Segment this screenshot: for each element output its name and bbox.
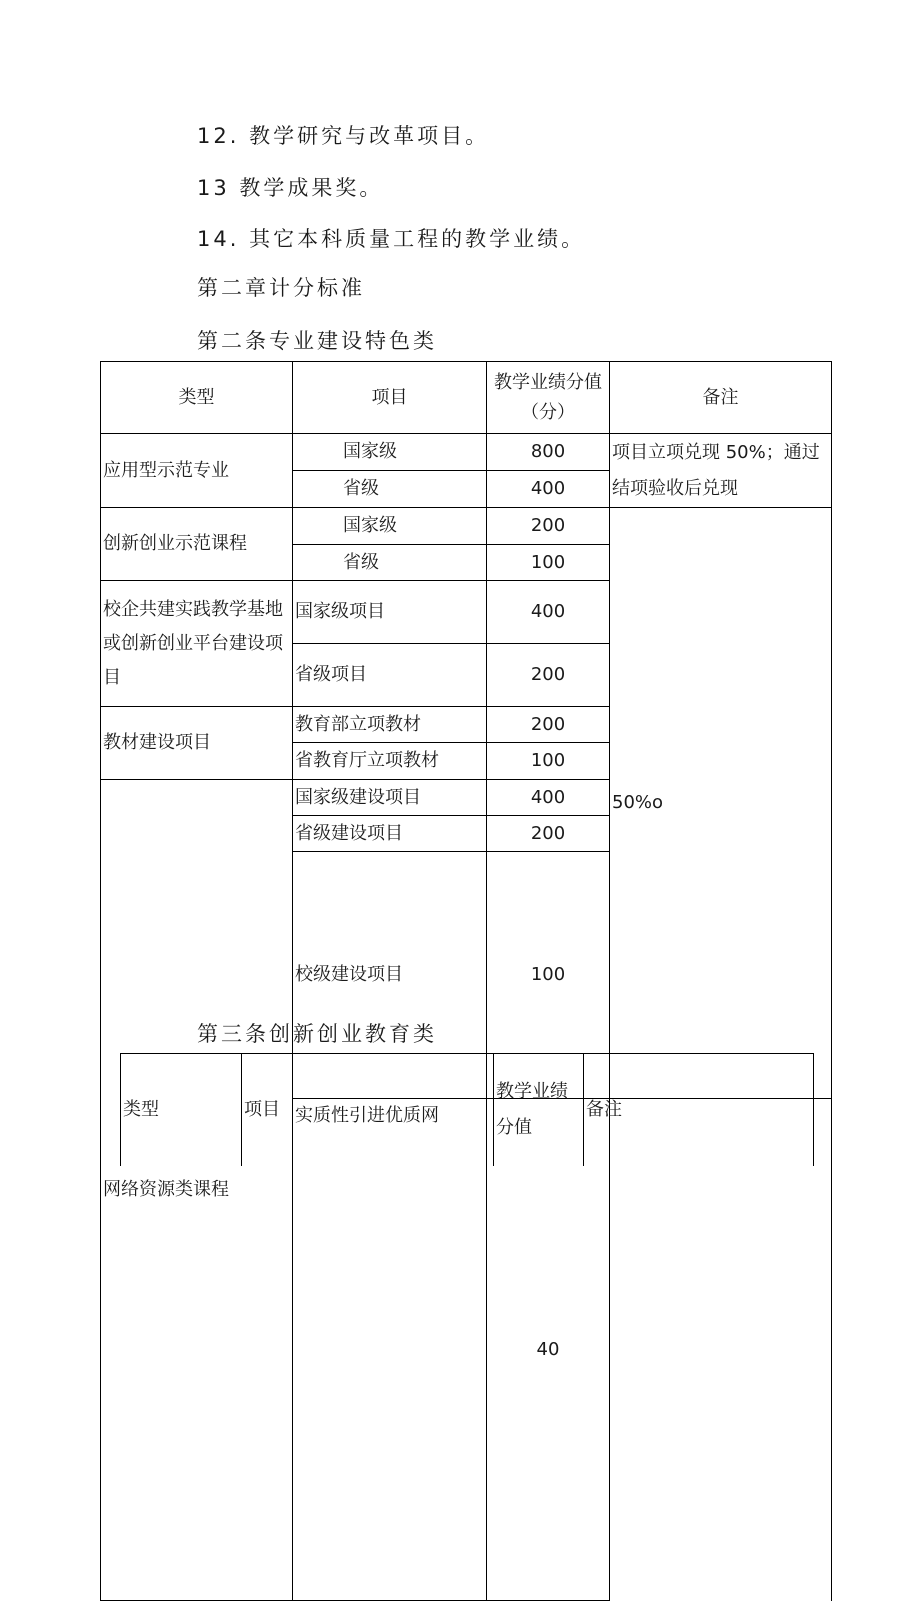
chapter-heading: 第二章计分标准 <box>197 276 365 300</box>
list-item-12: 12. 教学研究与改革项目。 <box>197 124 490 148</box>
score-cell: 200 <box>487 644 610 707</box>
type-cell: 教材建设项目 <box>101 707 293 780</box>
table-header-row <box>101 362 832 434</box>
item-cell: 省级项目 <box>293 644 487 707</box>
header-remark: 备注 <box>610 362 832 434</box>
item-cell: 省教育厅立项教材 <box>293 743 487 780</box>
header-score-line2: （分） <box>521 401 575 423</box>
item-cell: 国家级项目 <box>293 581 487 644</box>
type-cell: 创新创业示范课程 <box>101 508 293 581</box>
score-cell: 100 <box>487 743 610 780</box>
article-heading-2: 第二条专业建设特色类 <box>197 329 437 353</box>
item-cell: 省级 <box>293 545 487 581</box>
table-row <box>101 434 832 471</box>
header-type: 类型 <box>101 362 293 434</box>
score-cell: 40 <box>487 1099 610 1601</box>
table-row <box>101 508 832 545</box>
type-cell: 网络资源类课程 <box>101 780 293 1601</box>
item-cell: 国家级 <box>293 508 487 545</box>
item-cell: 国家级建设项目 <box>293 780 487 816</box>
score-cell: 100 <box>487 852 610 1099</box>
remark-cell: 项目立项兑现 50%；通过结项验收后兑现 <box>610 434 832 508</box>
item-cell: 国家级 <box>293 434 487 471</box>
item-cell: 省级 <box>293 471 487 508</box>
score-cell: 400 <box>487 471 610 508</box>
header-score-line1: 教学业绩分值 <box>494 371 602 393</box>
item-cell: 校级建设项目 <box>293 852 487 1099</box>
score-cell: 400 <box>487 780 610 816</box>
score-cell: 200 <box>487 508 610 545</box>
list-item-14: 14. 其它本科质量工程的教学业绩。 <box>197 227 586 251</box>
item-cell: 省级建设项目 <box>293 816 487 852</box>
score-cell: 800 <box>487 434 610 471</box>
type-cell: 校企共建实践教学基地或创新创业平台建设项目 <box>101 581 293 707</box>
header-item: 项目 <box>242 1054 494 1166</box>
header-score: 教学业绩分值 <box>494 1054 584 1166</box>
score-cell: 400 <box>487 581 610 644</box>
list-item-13: 13 教学成果奖。 <box>197 176 384 200</box>
header-type: 类型 <box>121 1054 242 1166</box>
header-score <box>487 362 610 434</box>
score-cell: 200 <box>487 816 610 852</box>
article-heading-3: 第三条创新创业教育类 <box>197 1022 437 1046</box>
score-cell: 200 <box>487 707 610 743</box>
header-remark: 备注 <box>584 1054 814 1166</box>
header-item: 项目 <box>293 362 487 434</box>
item-cell: 实质性引进优质网 <box>293 1099 487 1601</box>
table-header-row <box>121 1054 814 1166</box>
item-cell: 教育部立项教材 <box>293 707 487 743</box>
score-cell: 100 <box>487 545 610 581</box>
type-cell: 应用型示范专业 <box>101 434 293 508</box>
score-table-specialty <box>100 361 832 1601</box>
score-table-innovation <box>120 1053 814 1166</box>
remark-cell: 50%o <box>610 508 832 1099</box>
